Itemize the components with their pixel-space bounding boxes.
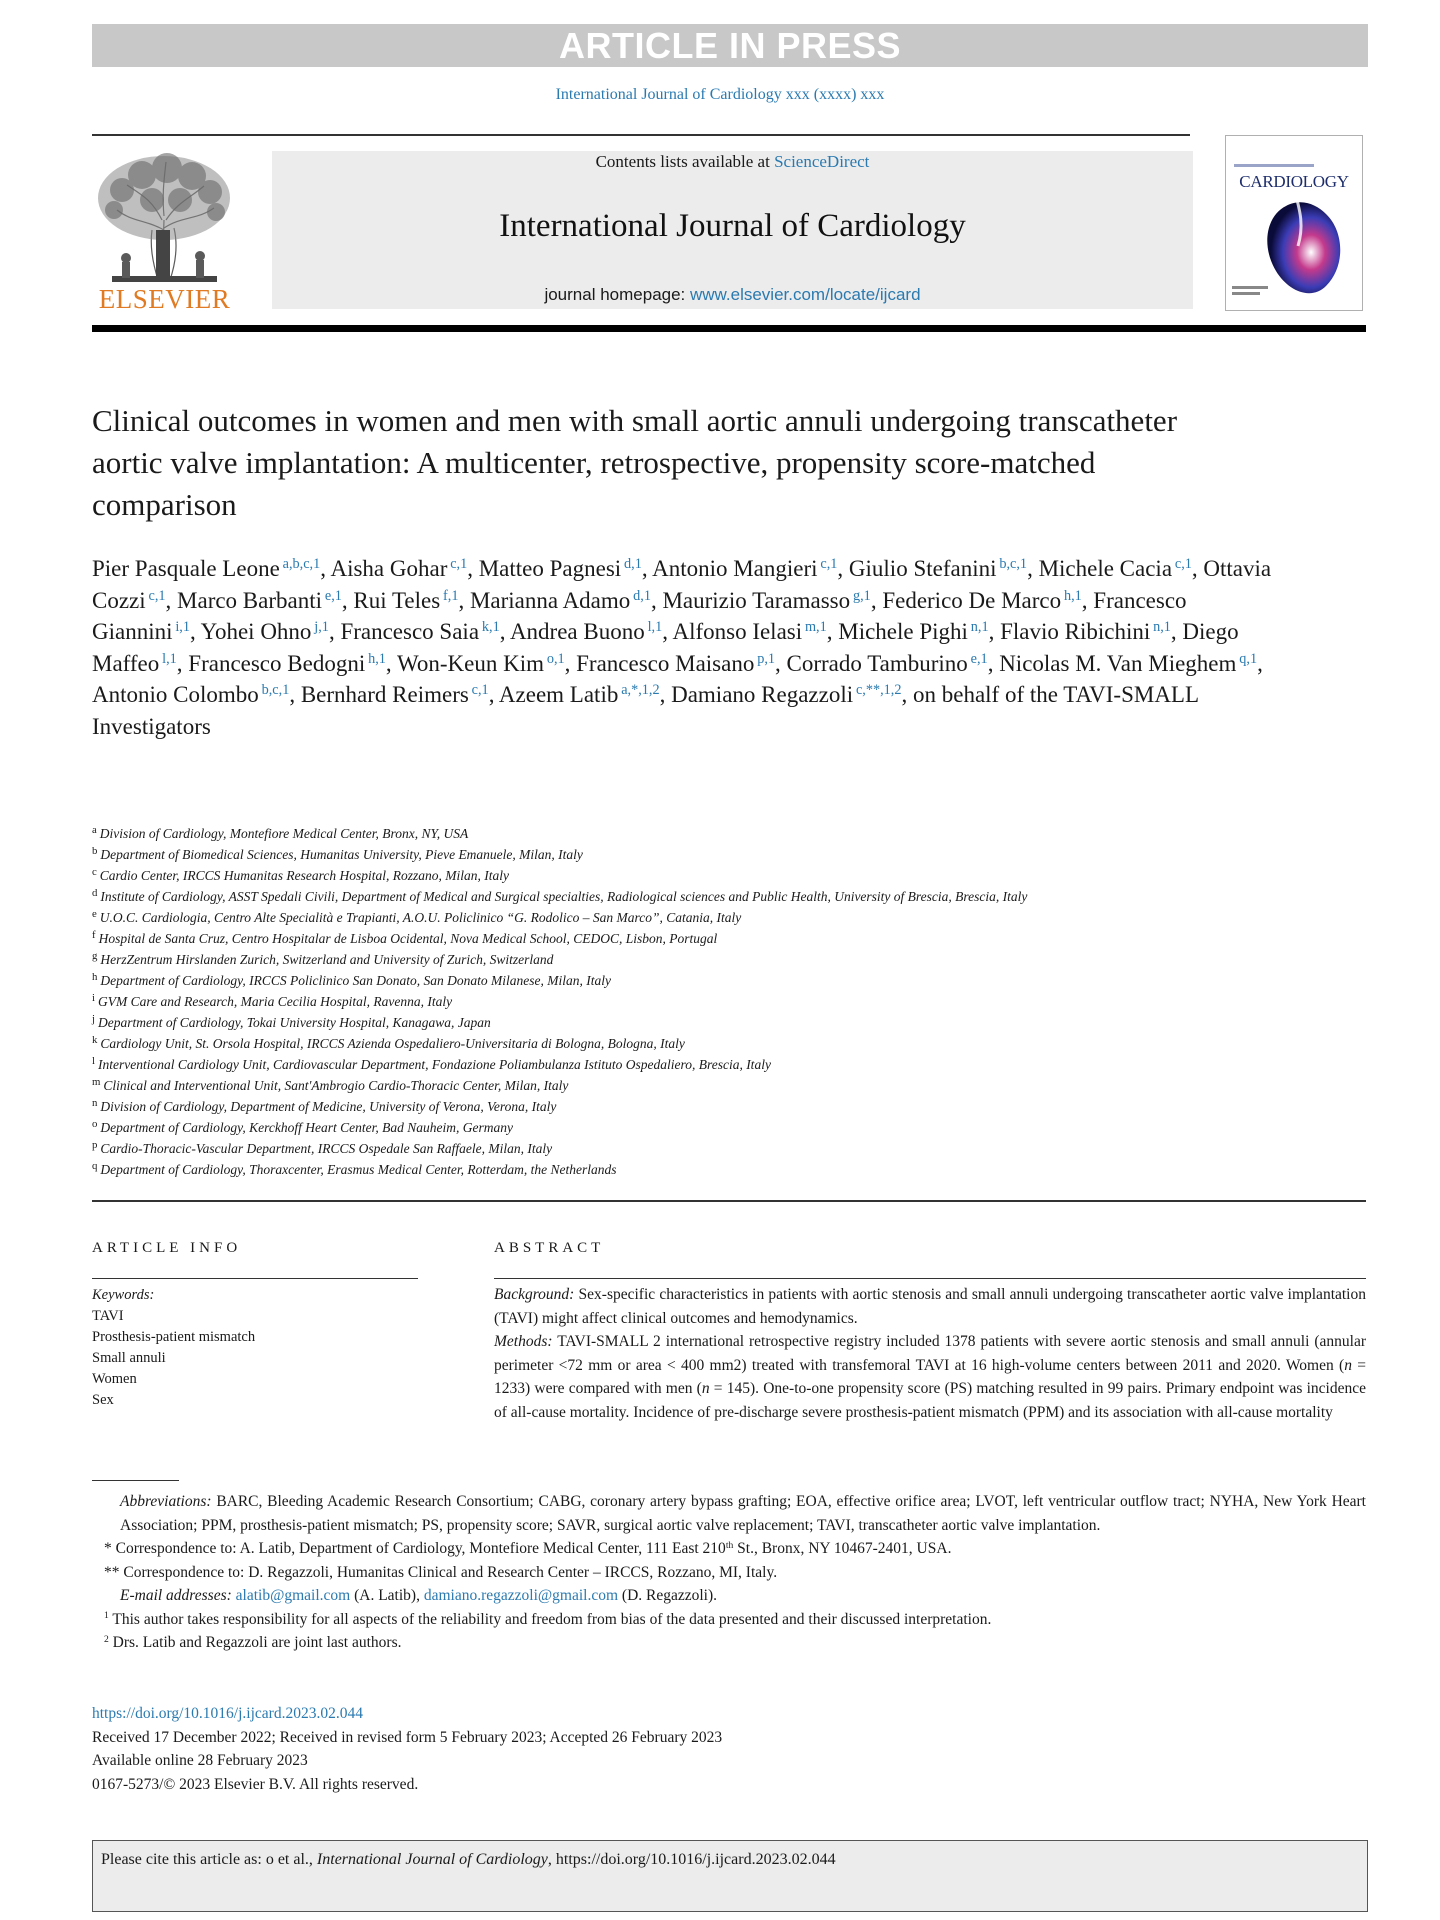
journal-reference[interactable]: International Journal of Cardiology xxx (xxxx) xxx	[555, 86, 885, 103]
keyword-item: Sex	[92, 1392, 114, 1408]
author-affiliation-marks[interactable]: m,1	[802, 619, 827, 636]
affiliation-text: Division of Cardiology, Department of Medicine, University of Verona, Verona, Italy	[100, 1099, 557, 1114]
author-affiliation-marks[interactable]: l,1	[159, 650, 177, 667]
journal-masthead	[272, 151, 1193, 309]
abbreviations-footnote: Abbreviations: BARC, Bleeding Academic Research Consortium; CABG, coronary artery bypass grafting; EOA, effective orifice area; LVOT, left ventricular outflow tract; NYHA, New York Heart Association; PPM, prosthesis-patient mismatch; PS, propensity score; SAVR, surgical aortic valve replacement; TAVI, transcatheter aortic valve implantation.	[120, 1493, 1366, 1534]
author-name[interactable]: Diego Maffeo	[92, 619, 1239, 676]
author-name[interactable]: Francesco Bedogni	[188, 650, 366, 676]
affiliation-item	[92, 1159, 1322, 1180]
author-entry	[787, 651, 988, 676]
affiliation-key: c	[92, 866, 97, 879]
sciencedirect-link[interactable]: ScienceDirect	[774, 152, 870, 171]
affiliation-item	[92, 844, 1322, 865]
affiliation-item	[92, 1012, 1322, 1033]
author-name[interactable]: Yohei Ohno	[200, 619, 312, 644]
author-name[interactable]: Antonio Mangieri	[652, 556, 818, 581]
contents-line: Contents lists available at ScienceDirect	[595, 152, 870, 171]
author-entry	[470, 588, 651, 613]
author-affiliation-marks[interactable]: c,1	[817, 556, 838, 573]
author-affiliation-marks[interactable]: c,1	[447, 556, 468, 573]
author-entry	[576, 651, 775, 676]
author-entry	[177, 588, 342, 613]
author-name[interactable]: Ottavia Cozzi	[92, 556, 1272, 613]
keywords-label: Keywords:	[92, 1287, 155, 1303]
affiliation-item	[92, 928, 1322, 949]
online-date: Available online 28 February 2023	[92, 1752, 308, 1769]
received-dates: Received 17 December 2022; Received in revised form 5 February 2023; Accepted 26 February 2023	[92, 1728, 723, 1746]
author-affiliation-marks[interactable]: c,1	[145, 587, 166, 604]
author-affiliation-marks[interactable]: e,1	[967, 650, 988, 667]
abstract-heading: ABSTRACT	[494, 1240, 605, 1256]
copyright: 0167-5273/© 2023 Elsevier B.V. All rights reserved.	[92, 1775, 419, 1793]
author-name[interactable]: Michele Cacia	[1038, 556, 1173, 581]
keywords-block	[92, 1285, 412, 1411]
affiliation-item	[92, 991, 1322, 1012]
author-affiliation-marks[interactable]: a,b,c,1	[279, 556, 321, 573]
author-affiliation-marks[interactable]: a,*,1,2	[618, 682, 660, 699]
author-entry	[838, 619, 988, 644]
elsevier-logo[interactable]	[92, 150, 237, 315]
author-entry	[188, 651, 386, 676]
author-name[interactable]: Nicolas M. Van Mieghem	[999, 650, 1237, 676]
author-name[interactable]: Giulio Stefanini	[848, 556, 997, 581]
affiliation-text: Cardio-Thoracic-Vascular Department, IRCCS Ospedale San Raffaele, Milan, Italy	[100, 1141, 553, 1156]
author-affiliation-marks[interactable]: i,1	[172, 619, 190, 636]
author-name[interactable]: Azeem Latib	[498, 682, 619, 707]
keyword-item: Prosthesis-patient mismatch	[92, 1329, 256, 1345]
journal-cover[interactable]	[1225, 135, 1363, 311]
affiliation-text: Cardiology Unit, St. Orsola Hospital, IRCCS Azienda Ospedaliero-Universitaria di Bologna, Bologna, Italy	[100, 1036, 685, 1051]
footnote-1: $^1$ This author takes responsibility for all aspects of the reliability and freedom from bias of the data presented and their discussed interpretation.	[104, 1610, 992, 1628]
author-entry	[92, 556, 320, 581]
affiliation-text: Division of Cardiology, Montefiore Medical Center, Bronx, NY, USA	[99, 826, 469, 841]
affiliation-key: e	[92, 908, 97, 921]
cover-title: CARDIOLOGY	[1239, 172, 1349, 191]
author-affiliation-marks[interactable]: n,1	[967, 619, 989, 636]
affiliation-key: o	[92, 1118, 98, 1131]
author-affiliation-marks[interactable]: h,1	[1061, 587, 1082, 604]
author-entry	[201, 619, 329, 644]
affiliation-item	[92, 1138, 1322, 1159]
affiliation-text: Department of Biomedical Sciences, Humanitas University, Pieve Emanuele, Milan, Italy	[100, 847, 583, 862]
author-entry	[353, 588, 458, 613]
affiliation-item	[92, 1117, 1322, 1138]
author-name[interactable]: Francesco Saia	[340, 619, 480, 644]
abstract-text	[494, 1283, 1366, 1424]
homepage-line: journal homepage: www.elsevier.com/locate/ijcard	[544, 285, 921, 304]
author-name[interactable]: Won-Keun Kim	[396, 650, 544, 676]
email-latib-link[interactable]: alatib@gmail.com	[235, 1587, 351, 1604]
author-affiliation-marks[interactable]: q,1	[1236, 650, 1258, 667]
author-affiliation-marks[interactable]: f,1	[440, 587, 459, 604]
abstract-divider	[494, 1278, 1366, 1279]
article-info-divider	[92, 1278, 418, 1279]
author-name[interactable]: Corrado Tamburino	[786, 650, 968, 676]
affiliation-text: Institute of Cardiology, ASST Spedali Civili, Department of Medical and Surgical specialties, Radiological sciences and Public Health, University of Brescia, Brescia, Italy	[100, 889, 1028, 904]
doi-link[interactable]: https://doi.org/10.1016/j.ijcard.2023.02.044	[92, 1705, 363, 1722]
author-entry	[301, 682, 489, 707]
author-entry	[652, 556, 837, 581]
keyword-item: Small annuli	[92, 1350, 166, 1366]
author-affiliation-marks[interactable]: c,1	[1172, 556, 1192, 573]
author-name[interactable]: Matteo Pagnesi	[478, 556, 622, 581]
author-affiliation-marks[interactable]: j,1	[311, 619, 329, 636]
author-name[interactable]: Marianna Adamo	[469, 587, 631, 613]
author-entry	[672, 619, 826, 644]
affiliation-key: g	[92, 950, 98, 963]
author-entry	[999, 651, 1257, 676]
affiliation-key: q	[92, 1160, 98, 1173]
elsevier-wordmark: ELSEVIER	[98, 284, 231, 314]
author-affiliation-marks[interactable]: h,1	[365, 650, 386, 667]
cover-heart-image-icon	[1226, 136, 1363, 311]
affiliation-item	[92, 886, 1322, 907]
article-info-heading: ARTICLE INFO	[92, 1240, 242, 1256]
email-regazzoli-link[interactable]: damiano.regazzoli@gmail.com	[423, 1587, 619, 1604]
authors-tail: on behalf of the TAVI-SMALL Investigators	[92, 682, 1199, 739]
article-in-press-banner: ARTICLE IN PRESS	[92, 24, 1368, 67]
author-name[interactable]: Rui Teles	[353, 587, 441, 613]
affiliation-text: Department of Cardiology, Kerckhoff Heart Center, Bad Nauheim, Germany	[100, 1120, 513, 1135]
affiliation-key: i	[92, 992, 95, 1005]
author-name[interactable]: Flavio Ribichini	[1000, 619, 1151, 644]
abstract-background: Background: Sex-specific characteristics in patients with aortic stenosis and small annuli undergoing transcatheter aortic valve implantation (TAVI) might affect clinical outcomes and hemodynamics.	[494, 1286, 1366, 1327]
author-entry	[671, 682, 901, 707]
affiliation-key: n	[92, 1097, 98, 1110]
email-footnote: E-mail addresses: alatib@gmail.com (A. Latib), damiano.regazzoli@gmail.com (D. Regazzoli).	[120, 1587, 718, 1604]
author-affiliation-marks[interactable]: e,1	[322, 587, 342, 604]
author-name[interactable]: Bernhard Reimers	[300, 682, 469, 707]
affiliation-key: f	[92, 929, 96, 942]
affiliation-item	[92, 970, 1322, 991]
author-affiliation-marks[interactable]: c,**,1,2	[853, 682, 902, 699]
author-affiliation-marks[interactable]: g,1	[850, 587, 871, 604]
keyword-item: Women	[92, 1371, 137, 1387]
author-name[interactable]: Federico De Marco	[882, 587, 1062, 613]
affiliation-list	[92, 823, 1322, 1180]
author-name[interactable]: Maurizio Taramasso	[662, 587, 851, 613]
author-entry	[479, 556, 642, 581]
author-name[interactable]: Pier Pasquale Leone	[92, 556, 280, 581]
affiliation-text: HerzZentrum Hirslanden Zurich, Switzerland and University of Zurich, Switzerland	[100, 952, 554, 967]
affiliations-divider	[92, 1200, 1366, 1202]
author-entry	[1000, 619, 1171, 644]
author-name[interactable]: Aisha Gohar	[330, 556, 448, 581]
elsevier-tree-icon	[92, 150, 237, 288]
article-history	[92, 1702, 992, 1796]
affiliation-item	[92, 823, 1322, 844]
correspondence-footnote-2: ** Correspondence to: D. Regazzoli, Humanitas Clinical and Research Center – IRCCS, Rozzano, MI, Italy.	[104, 1563, 778, 1581]
author-affiliation-marks[interactable]: d,1	[630, 587, 651, 604]
affiliation-text: Hospital de Santa Cruz, Centro Hospitalar de Lisboa Ocidental, Nova Medical School, CEDOC, Lisbon, Portugal	[98, 931, 718, 946]
affiliation-key: j	[92, 1013, 95, 1026]
affiliation-text: GVM Care and Research, Maria Cecilia Hospital, Ravenna, Italy	[98, 994, 453, 1009]
author-entry	[849, 556, 1027, 581]
citation-box: Please cite this article as: o et al., International Journal of Cardiology, https://doi.org/10.1016/j.ijcard.2023.02.044	[92, 1840, 1368, 1912]
affiliation-key: d	[92, 887, 98, 900]
author-name[interactable]: Andrea Buono	[509, 619, 645, 644]
author-entry	[397, 651, 565, 676]
affiliation-text: Clinical and Interventional Unit, Sant'Ambrogio Cardio-Thoracic Center, Milan, Italy	[103, 1078, 569, 1093]
article-title: Clinical outcomes in women and men with small aortic annuli undergoing transcatheter aortic valve implantation: A multicenter, retrospective, propensity score-matched comparison	[92, 403, 1178, 522]
author-affiliation-marks[interactable]: l,1	[644, 619, 663, 636]
author-name[interactable]: Francesco Giannini	[92, 587, 1187, 644]
author-entry	[510, 619, 662, 644]
author-affiliation-marks[interactable]: o,1	[543, 650, 565, 667]
affiliation-text: Department of Cardiology, IRCCS Policlinico San Donato, San Donato Milanese, Milan, Italy	[100, 973, 611, 988]
author-entry	[330, 556, 467, 581]
affiliation-text: Cardio Center, IRCCS Humanitas Research Hospital, Rozzano, Milan, Italy	[99, 868, 510, 883]
footnote-2: $^2$ Drs. Latib and Regazzoli are joint last authors.	[104, 1633, 402, 1651]
author-name[interactable]: Damiano Regazzoli	[671, 682, 854, 707]
affiliation-key: k	[92, 1034, 98, 1047]
author-entry	[662, 588, 870, 613]
author-affiliation-marks[interactable]: c,1	[468, 682, 489, 699]
author-name[interactable]: Michele Pighi	[838, 619, 968, 644]
author-entry	[92, 682, 289, 707]
author-affiliation-marks[interactable]: b,c,1	[996, 556, 1028, 573]
author-affiliation-marks[interactable]: n,1	[1150, 619, 1171, 636]
author-name[interactable]: Antonio Colombo	[92, 682, 259, 707]
footnotes	[92, 1490, 1366, 1655]
affiliation-text: Interventional Cardiology Unit, Cardiovascular Department, Fondazione Poliambulanza Istituto Ospedaliero, Brescia, Italy	[98, 1057, 771, 1072]
author-name[interactable]: Marco Barbanti	[177, 587, 323, 613]
affiliation-item	[92, 1054, 1322, 1075]
journal-name: International Journal of Cardiology	[499, 208, 966, 244]
affiliation-key: p	[92, 1139, 98, 1152]
author-entry	[340, 619, 499, 644]
affiliation-item	[92, 907, 1322, 928]
affiliation-item	[92, 865, 1322, 886]
abstract-methods: Methods: TAVI-SMALL 2 international retrospective registry included 1378 patients with severe aortic stenosis and small annuli (annular perimeter <72 mm or area < 400 mm2) treated with transfemoral TAVI at 16 high-volume centers between 2011 and 2020. Women (n = 1233) were compared with men (n = 145). One-to-one propensity score (PS) matching resulted in 99 pairs. Primary endpoint was incidence of all-cause mortality. Incidence of pre-discharge severe prosthesis-patient mismatch (PPM) and its association with all-cause mortality	[494, 1333, 1366, 1421]
affiliation-key: h	[92, 971, 98, 984]
affiliation-text: U.O.C. Cardiologia, Centro Alte Specialità e Trapianti, A.O.U. Policlinico “G. Rodolico – San Marco”, Catania, Italy	[99, 910, 742, 925]
author-entry	[882, 588, 1081, 613]
affiliation-item	[92, 1096, 1322, 1117]
affiliation-text: Department of Cardiology, Thoraxcenter, Erasmus Medical Center, Rotterdam, the Netherlands	[100, 1162, 617, 1177]
masthead-divider	[92, 325, 1366, 332]
affiliation-key: a	[92, 824, 97, 837]
affiliation-key: l	[92, 1055, 95, 1068]
affiliation-key: b	[92, 845, 98, 858]
affiliation-item	[92, 1075, 1322, 1096]
author-affiliation-marks[interactable]: k,1	[479, 619, 500, 636]
affiliation-item	[92, 949, 1322, 970]
author-affiliation-marks[interactable]: p,1	[754, 650, 776, 667]
author-entry	[499, 682, 660, 707]
affiliation-item	[92, 1033, 1322, 1054]
header-divider	[92, 134, 1190, 136]
keyword-item: TAVI	[92, 1308, 124, 1324]
author-name[interactable]: Alfonso Ielasi	[672, 619, 803, 644]
author-name[interactable]: Francesco Maisano	[576, 650, 755, 676]
correspondence-footnote-1: * Correspondence to: A. Latib, Department of Cardiology, Montefiore Medical Center, 111 East 210th St., Bronx, NY 10467-2401, USA.	[104, 1539, 952, 1557]
author-list: Pier Pasquale Leone $^{a,b,c,1}$, Aisha Gohar $^{c,1}$, Matteo Pagnesi $^{d,1}$, Antonio Mangieri $^{c,1}$, Giulio Stefanini $^{b,c,1}$, Michele Cacia $^{c,1}$, Ottavia Cozzi $^{c,1}$, Marco Barbanti $^{e,1}$, Rui Teles $^{f,1}$, Marianna Adamo $^{d,1}$, Maurizio Taramasso $^{g,1}$, Federico De Marco $^{h,1}$, Francesco Giannini $^{i,1}$, Yohei Ohno $^{j,1}$, Francesco Saia $^{k,1}$, Andrea Buono $^{l,1}$, Alfonso Ielasi $^{m,1}$, Michele Pighi $^{n,1}$, Flavio Ribichini $^{n,1}$, Diego Maffeo $^{l,1}$, Francesco Bedogni $^{h,1}$, Won-Keun Kim $^{o,1}$, Francesco Maisano $^{p,1}$, Corrado Tamburino $^{e,1}$, Nicolas M. Van Mieghem $^{q,1}$, Antonio Colombo $^{b,c,1}$, Bernhard Reimers $^{c,1}$, Azeem Latib $^{a,*,1,2}$, Damiano Regazzoli $^{c,**,1,2}$, on behalf of the TAVI-SMALL Investigators	[92, 556, 1272, 739]
author-affiliation-marks[interactable]: b,c,1	[258, 682, 290, 699]
affiliation-key: m	[92, 1076, 101, 1089]
journal-homepage-link[interactable]: www.elsevier.com/locate/ijcard	[690, 285, 921, 304]
affiliation-text: Department of Cardiology, Tokai University Hospital, Kanagawa, Japan	[98, 1015, 491, 1030]
author-affiliation-marks[interactable]: d,1	[621, 556, 642, 573]
author-entry	[1039, 556, 1192, 581]
footnote-divider	[92, 1480, 179, 1481]
